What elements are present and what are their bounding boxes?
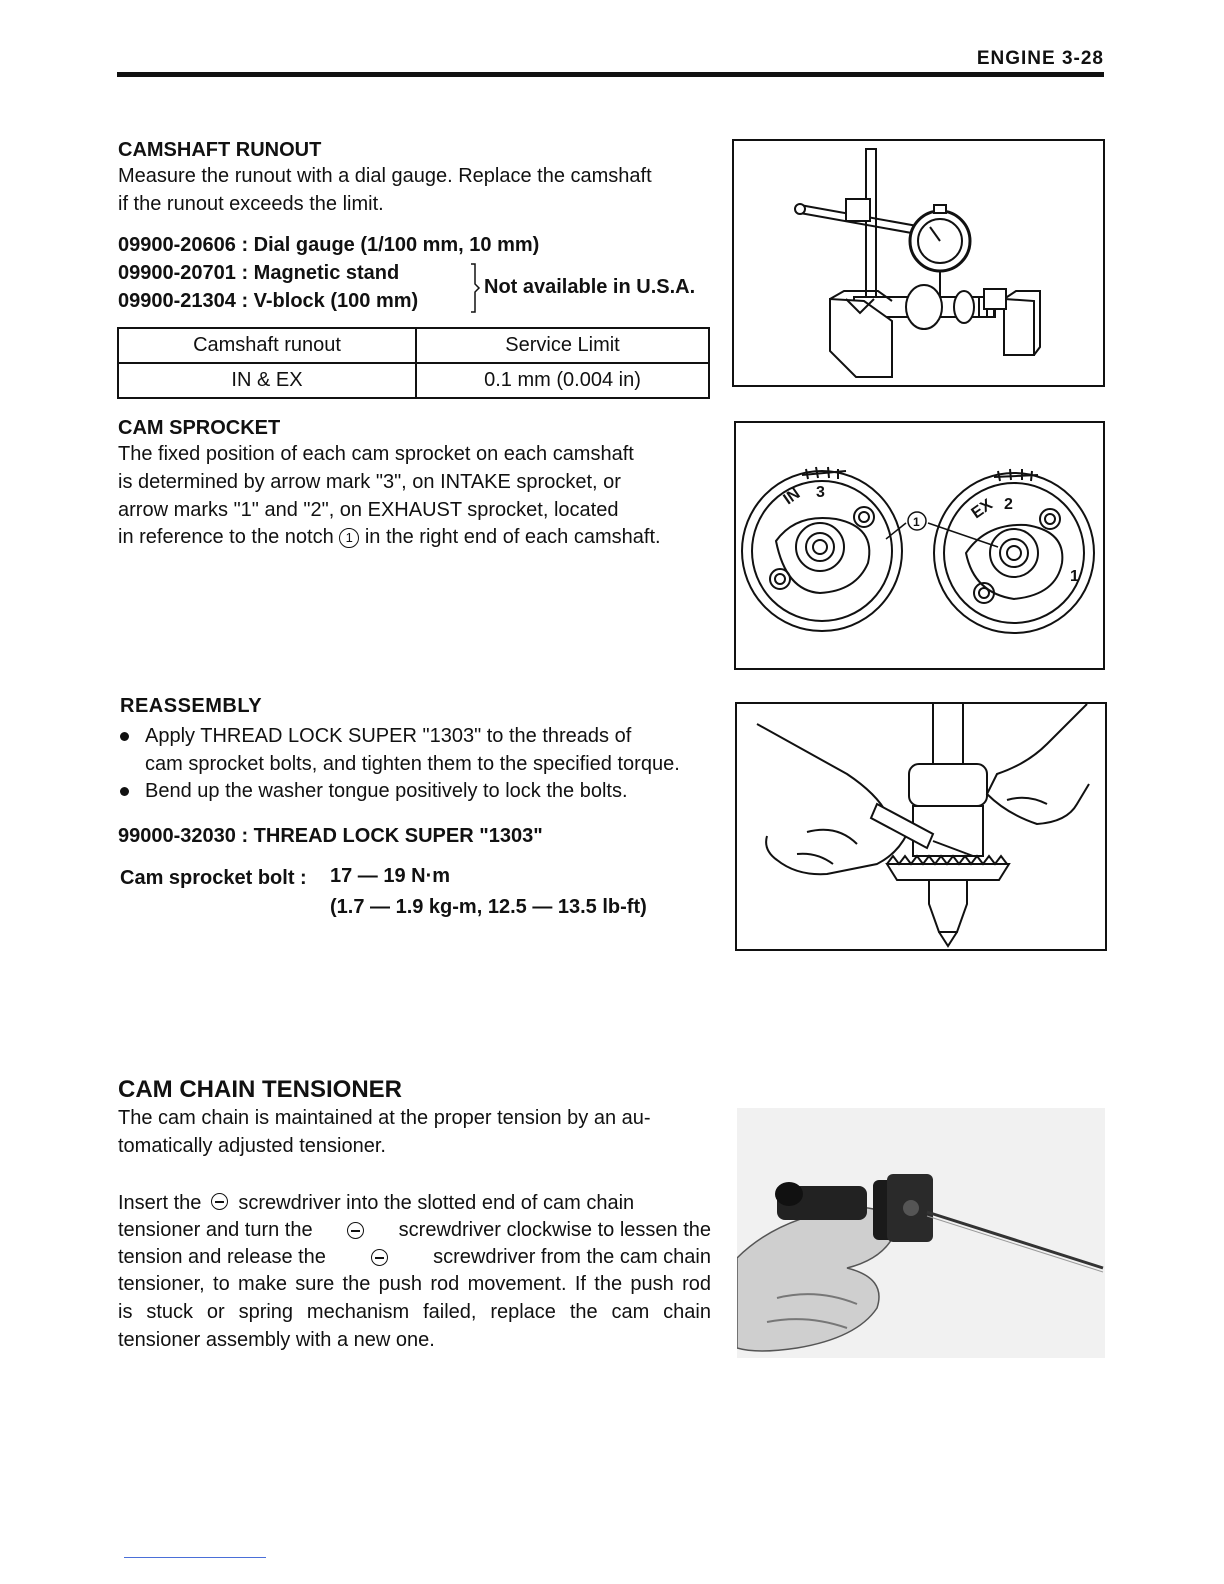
table-row [118, 363, 709, 398]
bullet-dot [120, 787, 129, 796]
tensioner-para-line-4: tensioner, to make sure the push rod movement. If the push rod [118, 1273, 711, 1295]
flat-screwdriver-icon [347, 1222, 364, 1239]
tensioner-intro-1: The cam chain is maintained at the proper tension by an au- [118, 1107, 651, 1129]
tensioner-text: screwdriver into the slotted end of cam chain [238, 1192, 635, 1214]
cam-sprocket-line-4b: in the right end of each camshaft. [364, 526, 661, 548]
torque-conversion: (1.7 — 1.9 kg-m, 12.5 — 13.5 lb-ft) [330, 896, 647, 918]
tool-dial-gauge: 09900-20606 : Dial gauge (1/100 mm, 10 mm) [118, 234, 540, 256]
table-header: Camshaft runout [118, 328, 416, 363]
figure-dial-gauge-setup [732, 139, 1105, 387]
table-cell: IN & EX [118, 363, 416, 398]
tool-magnetic-stand: 09900-20701 : Magnetic stand [118, 262, 400, 284]
bullet-dot [120, 732, 129, 741]
reassembly-heading: REASSEMBLY [120, 695, 263, 717]
notch-callout: 1 [913, 515, 920, 529]
tensioner-text: screwdriver from the cam chain [433, 1246, 711, 1268]
tensioner-para-line-3 [118, 1243, 711, 1271]
bullet-2-text: Bend up the washer tongue positively to lock the bolts. [145, 780, 628, 802]
tool-v-block: 09900-21304 : V-block (100 mm) [118, 290, 419, 312]
tensioner-para-line-5: is stuck or spring mechanism failed, replace the cam chain [118, 1301, 711, 1323]
tensioner-text: tensioner and turn the [118, 1219, 313, 1241]
torque-label: Cam sprocket bolt : [120, 867, 307, 889]
flat-screwdriver-icon [211, 1193, 228, 1210]
cam-sprocket-line-3: arrow marks "1" and "2", on EXHAUST sprocket, located [118, 499, 619, 521]
camshaft-runout-body-2: if the runout exceeds the limit. [118, 193, 384, 215]
reassembly-bullet-2 [120, 777, 628, 805]
cam-sprockets-illustration [736, 423, 1103, 668]
sprocket-bolt-illustration [737, 704, 1105, 949]
page-header: ENGINE 3-28 [976, 48, 1104, 69]
camshaft-runout-heading: CAMSHAFT RUNOUT [118, 139, 322, 161]
intake-label: IN [780, 485, 804, 509]
exhaust-label: EX [968, 496, 996, 523]
cam-sprocket-line-4 [118, 523, 661, 551]
thread-lock-part-number: 99000-32030 : THREAD LOCK SUPER "1303" [118, 825, 543, 847]
cam-sprocket-line-2: is determined by arrow mark "3", on INTAKE sprocket, or [118, 471, 621, 493]
camshaft-runout-body-1: Measure the runout with a dial gauge. Replace the camshaft [118, 165, 652, 187]
cam-sprocket-line-4a: in reference to the notch [118, 526, 334, 548]
tensioner-text: tension and release the [118, 1246, 326, 1268]
intake-mark: 3 [816, 484, 825, 501]
figure-sprocket-bolt [735, 702, 1107, 951]
header-rule [117, 72, 1104, 77]
figure-cam-sprockets [734, 421, 1105, 670]
cam-chain-tensioner-heading: CAM CHAIN TENSIONER [118, 1076, 403, 1103]
tensioner-text: Insert the [118, 1192, 202, 1214]
cam-sprocket-line-1: The fixed position of each cam sprocket on each camshaft [118, 443, 634, 465]
tensioner-para-line-2 [118, 1216, 711, 1244]
tensioner-intro-2: tomatically adjusted tensioner. [118, 1135, 386, 1157]
table-header: Service Limit [416, 328, 709, 363]
tensioner-para-line-1 [118, 1189, 711, 1217]
torque-value: 17 — 19 N·m [330, 865, 451, 887]
bullet-1-text: Apply THREAD LOCK SUPER "1303" to the threads of [145, 725, 632, 747]
tensioner-text: screwdriver clockwise to lessen the [398, 1219, 711, 1241]
tool-brace [468, 262, 482, 314]
table-header-row [118, 328, 709, 363]
runout-spec-table [117, 327, 710, 399]
table-cell: 0.1 mm (0.004 in) [416, 363, 709, 398]
exhaust-mark-2: 2 [1004, 496, 1013, 513]
reassembly-bullet-1-cont: cam sprocket bolts, and tighten them to the specified torque. [145, 753, 680, 775]
cam-sprocket-heading: CAM SPROCKET [118, 417, 281, 439]
exhaust-mark-1: 1 [1070, 568, 1079, 585]
tool-availability-note: Not available in U.S.A. [484, 276, 696, 298]
figure-tensioner-photo [737, 1108, 1105, 1358]
footer-rule [124, 1557, 266, 1558]
notch-callout-ref: 1 [339, 528, 359, 548]
reassembly-bullet-1 [120, 722, 631, 750]
tensioner-para-line-6: tensioner assembly with a new one. [118, 1329, 435, 1351]
dial-gauge-illustration [734, 141, 1103, 385]
flat-screwdriver-icon [371, 1249, 388, 1266]
tensioner-photo-illustration [737, 1108, 1105, 1358]
